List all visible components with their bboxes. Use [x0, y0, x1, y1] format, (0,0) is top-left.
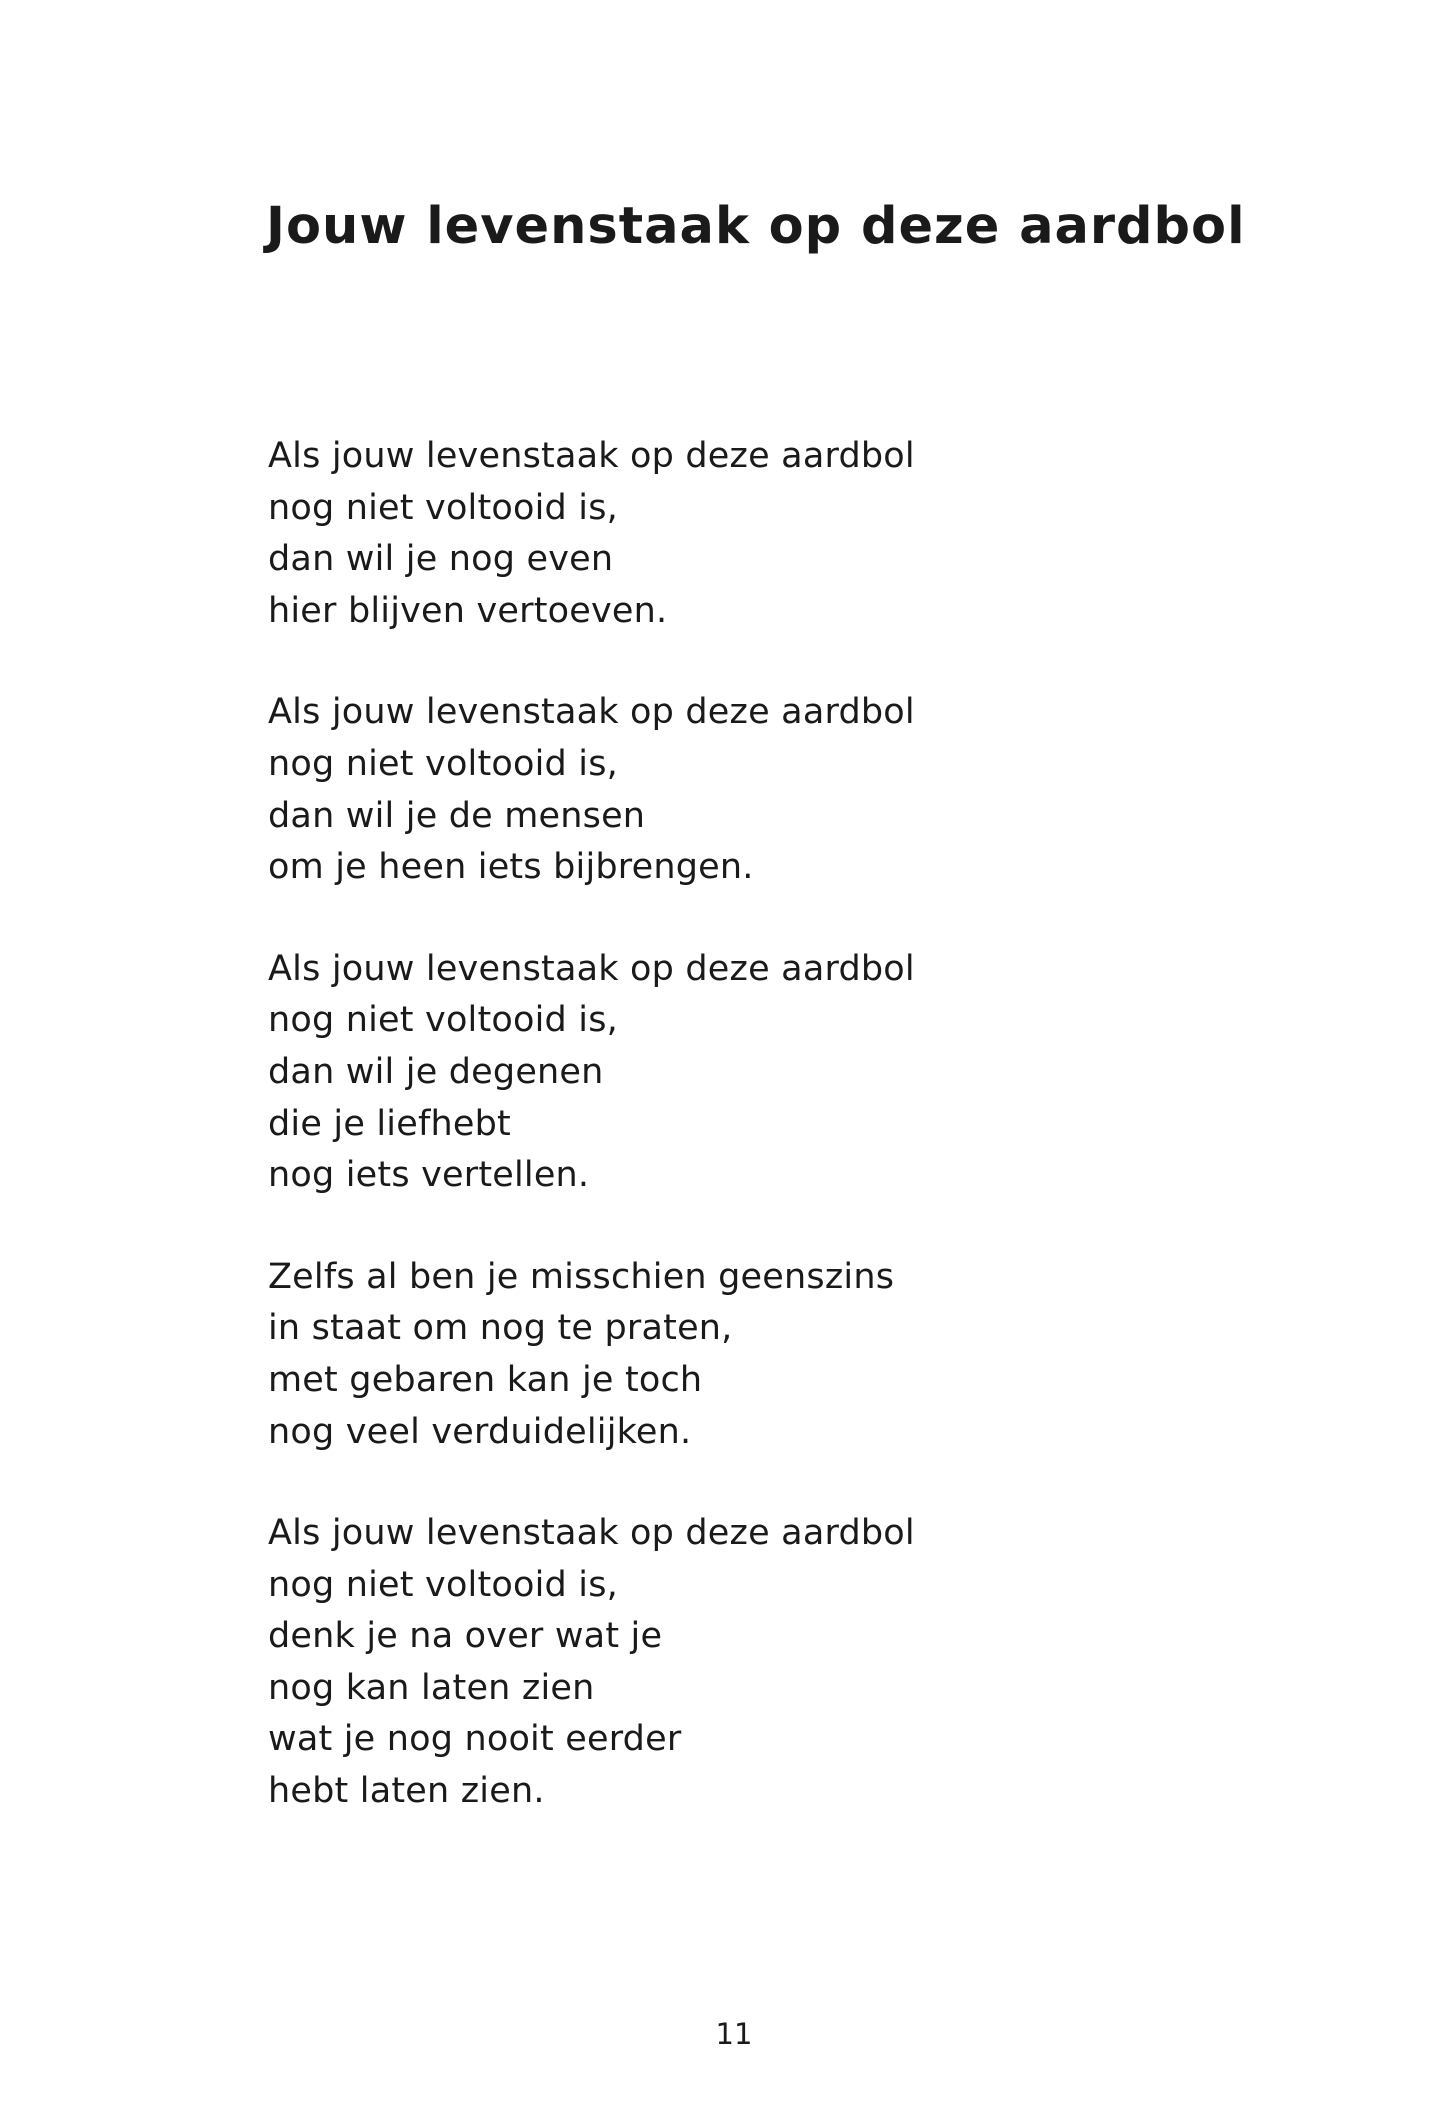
poem-line: nog niet voltooid is, [268, 1564, 618, 1605]
stanza-1 [268, 431, 1268, 637]
poem-line: Als jouw levenstaak op deze aardbol [268, 692, 915, 733]
poem-line: nog niet voltooid is, [268, 1000, 618, 1041]
poem-line: dan wil je degenen [268, 1051, 604, 1092]
poem-line: nog kan laten zien [268, 1667, 595, 1708]
stanza-2 [268, 687, 1268, 893]
poem-line: die je liefhebt [268, 1103, 511, 1144]
poem-body [268, 431, 1268, 1868]
poem-line: nog iets vertellen. [268, 1155, 590, 1196]
stanza-4 [268, 1252, 1268, 1458]
poem-line: nog niet voltooid is, [268, 743, 618, 784]
poem-line: om je heen iets bijbrengen. [268, 847, 754, 888]
stanza-5 [268, 1508, 1268, 1818]
poem-line: hier blijven vertoeven. [268, 590, 668, 631]
poem-title: Jouw levenstaak op deze aardbol [266, 197, 1246, 256]
poem-line: Zelfs al ben je misschien geenszins [268, 1256, 895, 1297]
poem-line: dan wil je nog even [268, 539, 614, 580]
poem-line: denk je na over wat je [268, 1616, 663, 1657]
poem-line: dan wil je de mensen [268, 795, 646, 836]
poem-line: Als jouw levenstaak op deze aardbol [268, 1513, 915, 1554]
poem-line: met gebaren kan je toch [268, 1359, 703, 1400]
poem-line: Als jouw levenstaak op deze aardbol [268, 436, 915, 476]
poem-line: hebt laten zien. [268, 1771, 545, 1812]
poem-line: nog veel verduidelijken. [268, 1411, 692, 1452]
poem-line: in staat om nog te praten, [268, 1308, 733, 1349]
page-number: 11 [715, 2017, 753, 2051]
poem-line: nog niet voltooid is, [268, 487, 618, 528]
stanza-3 [268, 944, 1268, 1202]
poem-line: Als jouw levenstaak op deze aardbol [268, 948, 915, 989]
poem-line: wat je nog nooit eerder [268, 1719, 682, 1760]
